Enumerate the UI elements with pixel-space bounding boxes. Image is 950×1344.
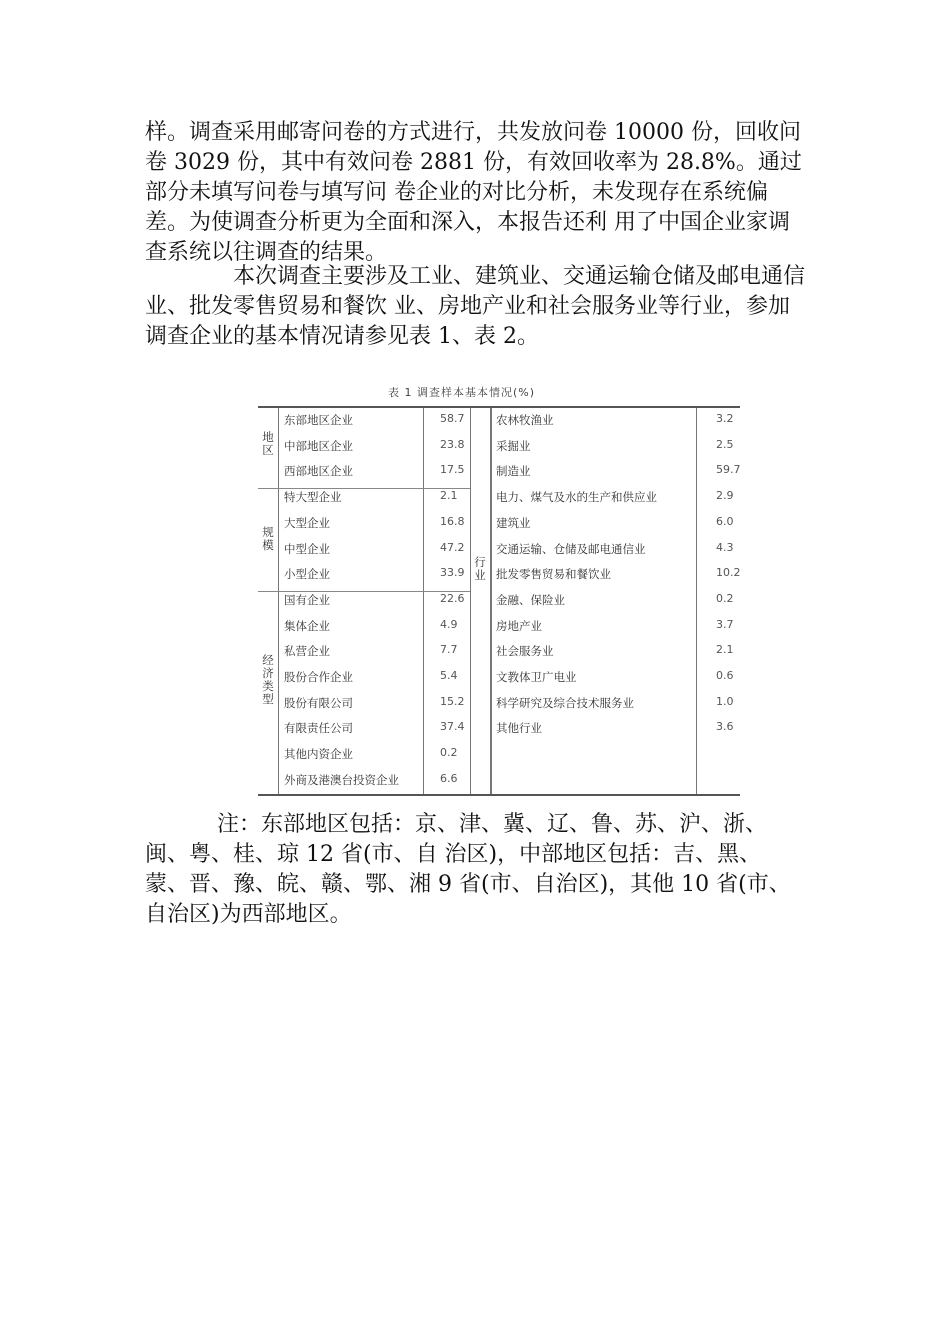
industry-row-value: 2.1 (716, 643, 734, 657)
sample-category-row-label: 小型企业 (284, 567, 330, 582)
sample-category-row-label: 东部地区企业 (284, 413, 353, 427)
industry-row-label: 金融、保险业 (496, 592, 565, 607)
sample-category-row-value: 23.8 (440, 437, 465, 451)
body-paragraph-1: 样。调查采用邮寄问卷的方式进行，共发放问卷 10000 份，回收问 卷 3029 份，其中有效问卷 2881 份，有效回收率为 28.8%。通过部分未填写问卷与填写问 卷企业的对比分析，未发现存在系统偏差。为使调查分析更为全面和深入，本报告还利 用了中国企业家调查系统以往调查的结果。 (145, 120, 802, 265)
sample-category-row-value: 33.9 (440, 566, 465, 580)
table-note-paragraph: 注：东部地区包括：京、津、冀、辽、鲁、苏、沪、浙、闽、粤、桂、琼 12 省(市、自 治区)，中部地区包括：吉、黑、蒙、晋、豫、皖、赣、鄂、湘 9 省(市、自治区)，其他 10 省(市、自治区)为西部地区。 (145, 812, 791, 927)
industry-row-value: 3.7 (716, 617, 734, 631)
body-paragraph-2: 本次调查主要涉及工业、建筑业、交通运输仓储及邮电通信业、批发零售贸易和餐饮 业、房地产业和社会服务业等行业，参加调查企业的基本情况请参见表 1、表 2。 (145, 264, 806, 349)
industry-row-label: 交通运输、仓储及邮电通信业 (496, 541, 646, 556)
sample-category-row-value: 15.2 (440, 694, 465, 708)
industry-row-value: 2.9 (716, 489, 734, 503)
industry-row-value: 10.2 (716, 566, 741, 580)
group-label-industry: 行业 (474, 555, 486, 582)
industry-row-label: 科学研究及综合技术服务业 (496, 695, 634, 710)
sample-category-row-value: 22.6 (440, 591, 465, 605)
industry-row-value: 0.2 (716, 591, 734, 605)
sample-category-row-label: 集体企业 (284, 618, 330, 633)
sample-category-row-label: 有限责任公司 (284, 721, 353, 736)
industry-row-value: 2.5 (716, 437, 734, 451)
sample-category-row-label: 大型企业 (284, 515, 330, 530)
table-caption: 表 1 调查样本基本情况(%) (388, 386, 536, 399)
industry-row-label: 社会服务业 (496, 644, 554, 659)
sample-category-row-value: 0.2 (440, 746, 458, 760)
group-label-scale: 规模 (262, 525, 274, 552)
sample-category-row-value: 2.1 (440, 489, 458, 503)
industry-row-label: 其他行业 (496, 721, 542, 736)
industry-row-label: 电力、煤气及水的生产和供应业 (496, 490, 657, 505)
industry-row-label: 文教体卫广电业 (496, 670, 577, 684)
industry-row-value: 3.6 (716, 720, 734, 734)
sample-category-row-value: 16.8 (440, 514, 465, 528)
industry-row-value: 6.0 (716, 514, 734, 528)
industry-row-value: 3.2 (716, 412, 734, 425)
sample-category-row-value: 17.5 (440, 463, 465, 477)
group-label-ownership: 经济类型 (262, 653, 274, 706)
sample-category-row-label: 外商及港澳台投资企业 (284, 772, 399, 787)
table-1-figure (258, 384, 742, 796)
industry-row-label: 制造业 (496, 464, 531, 479)
industry-row-label: 农林牧渔业 (496, 413, 554, 427)
industry-row-value: 4.3 (716, 540, 734, 554)
industry-row-label: 建筑业 (496, 515, 531, 530)
sample-category-row-label: 私营企业 (284, 644, 330, 659)
sample-category-row-value: 58.7 (440, 412, 465, 425)
sample-category-row-value: 5.4 (440, 669, 458, 682)
sample-category-row-label: 西部地区企业 (284, 464, 353, 479)
sample-category-row-value: 47.2 (440, 540, 465, 554)
sample-category-row-label: 其他内资企业 (284, 747, 353, 762)
sample-category-row-value: 7.7 (440, 643, 458, 657)
table-frame (258, 406, 740, 796)
industry-row-label: 房地产业 (496, 618, 542, 633)
sample-category-row-value: 37.4 (440, 720, 465, 734)
sample-category-row-label: 中部地区企业 (284, 438, 353, 453)
industry-row-value: 0.6 (716, 669, 734, 682)
sample-category-row-label: 股份合作企业 (284, 670, 353, 684)
industry-row-value: 59.7 (716, 463, 741, 477)
industry-row-value: 1.0 (716, 694, 734, 708)
sample-category-row-label: 股份有限公司 (284, 695, 353, 710)
sample-category-row-value: 6.6 (440, 771, 458, 785)
sample-category-row-label: 中型企业 (284, 541, 330, 556)
industry-row-label: 采掘业 (496, 438, 531, 453)
sample-category-row-label: 国有企业 (284, 592, 330, 607)
group-label-region: 地区 (262, 430, 274, 457)
industry-row-label: 批发零售贸易和餐饮业 (496, 567, 611, 582)
sample-category-row-label: 特大型企业 (284, 490, 342, 505)
sample-category-row-value: 4.9 (440, 617, 458, 631)
